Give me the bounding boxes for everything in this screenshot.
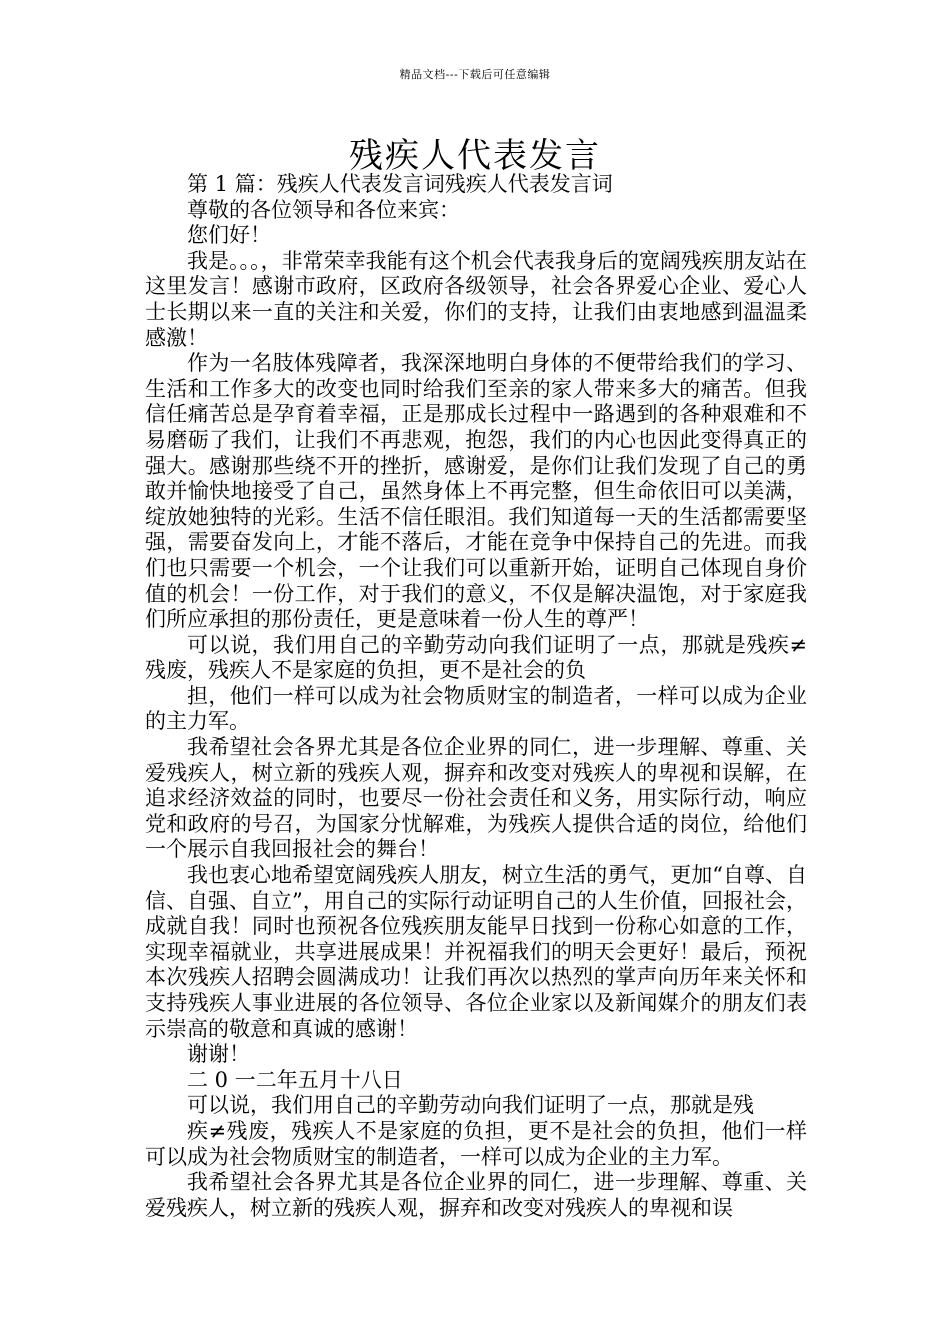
- body-paragraph: 作为一名肢体残障者，我深深地明白身体的不便带给我们的学习、生活和工作多大的改变也同时给我们至亲的家人带来多大的痛苦。但我信任痛苦总是孕育着幸福，正是那成长过程中一路遇到的各种艰难和不易磨砺了我们，让我们不再悲观，抱怨，我们的内心也因此变得真正的强大。感谢那些绕不开的挫折，感谢爱，是你们让我们发现了自己的勇敢并愉快地接受了自己，虽然身体上不再完整，但生命依旧可以美满，绽放她独特的光彩。生活不信任眼泪。我们知道每一天的生活都需要坚强，需要奋发向上，才能不落后，才能在竞争中保持自己的先进。而我们也只需要一个机会，一个让我们可以重新开始，证明自己体现自身价值的机会！一份工作，对于我们的意义，不仅是解决温饱，对于家庭我们所应承担的那份责任，更是意味着一份人生的尊严！: [145, 351, 807, 632]
- body-paragraph: 可以说，我们用自己的辛勤劳动向我们证明了一点，那就是残: [187, 1093, 754, 1118]
- thanks-paragraph: 谢谢！: [187, 1042, 250, 1067]
- body-paragraph: 疾≠残废，残疾人不是家庭的负担，更不是社会的负担，他们一样可以成为社会物质财宝的制造者，一样可以成为企业的主力军。: [145, 1118, 807, 1169]
- body-paragraph: 担，他们一样可以成为社会物质财宝的制造者，一样可以成为企业的主力军。: [145, 683, 807, 734]
- document-body: [145, 172, 807, 1221]
- document-title: 残疾人代表发言: [349, 136, 601, 176]
- header-note: 精品文档---下载后可任意编辑: [399, 68, 551, 81]
- body-paragraph: 可以说，我们用自己的辛勤劳动向我们证明了一点，那就是残疾≠残废，残疾人不是家庭的负担，更不是社会的负: [145, 632, 807, 683]
- body-paragraph: 我是。。。，非常荣幸我能有这个机会代表我身后的宽阔残疾朋友站在这里发言！感谢市政府，区政府各级领导，社会各界爱心企业、爱心人士长期以来一直的关注和关爱，你们的支持，让我们由衷地感到温温柔感激！: [145, 248, 807, 350]
- body-paragraph: 我希望社会各界尤其是各位企业界的同仁，进一步理解、尊重、关爱残疾人，树立新的残疾人观，摒弃和改变对残疾人的卑视和误: [145, 1170, 807, 1220]
- salutation-paragraph: 尊敬的各位领导和各位来宾：: [187, 197, 460, 222]
- date-paragraph: 二 0 一二年五月十八日: [187, 1067, 403, 1092]
- body-paragraph: 我希望社会各界尤其是各位企业界的同仁，进一步理解、尊重、关爱残疾人，树立新的残疾人观，摒弃和改变对残疾人的卑视和误解，在追求经济效益的同时，也要尽一份社会责任和义务，用实际行动，响应党和政府的号召，为国家分忧解难，为残疾人提供合适的岗位，给他们一个展示自我回报社会的舞台！: [145, 735, 807, 862]
- greeting-paragraph: 您们好！: [187, 223, 271, 248]
- body-paragraph: 我也衷心地希望宽阔残疾人朋友，树立生活的勇气，更加“自尊、自信、自强、自立”，用自己的实际行动证明自己的人生价值，回报社会，成就自我！同时也预祝各位残疾朋友能早日找到一份称心如意的工作，实现幸福就业，共享进展成果！并祝福我们的明天会更好！最后，预祝本次残疾人招聘会圆满成功！让我们再次以热烈的掌声向历年来关怀和支持残疾人事业进展的各位领导、各位企业家以及新闻媒介的朋友们表示崇高的敬意和真诚的感谢！: [145, 863, 807, 1041]
- subtitle-paragraph: 第 1 篇：残疾人代表发言词残疾人代表发言词: [187, 172, 613, 196]
